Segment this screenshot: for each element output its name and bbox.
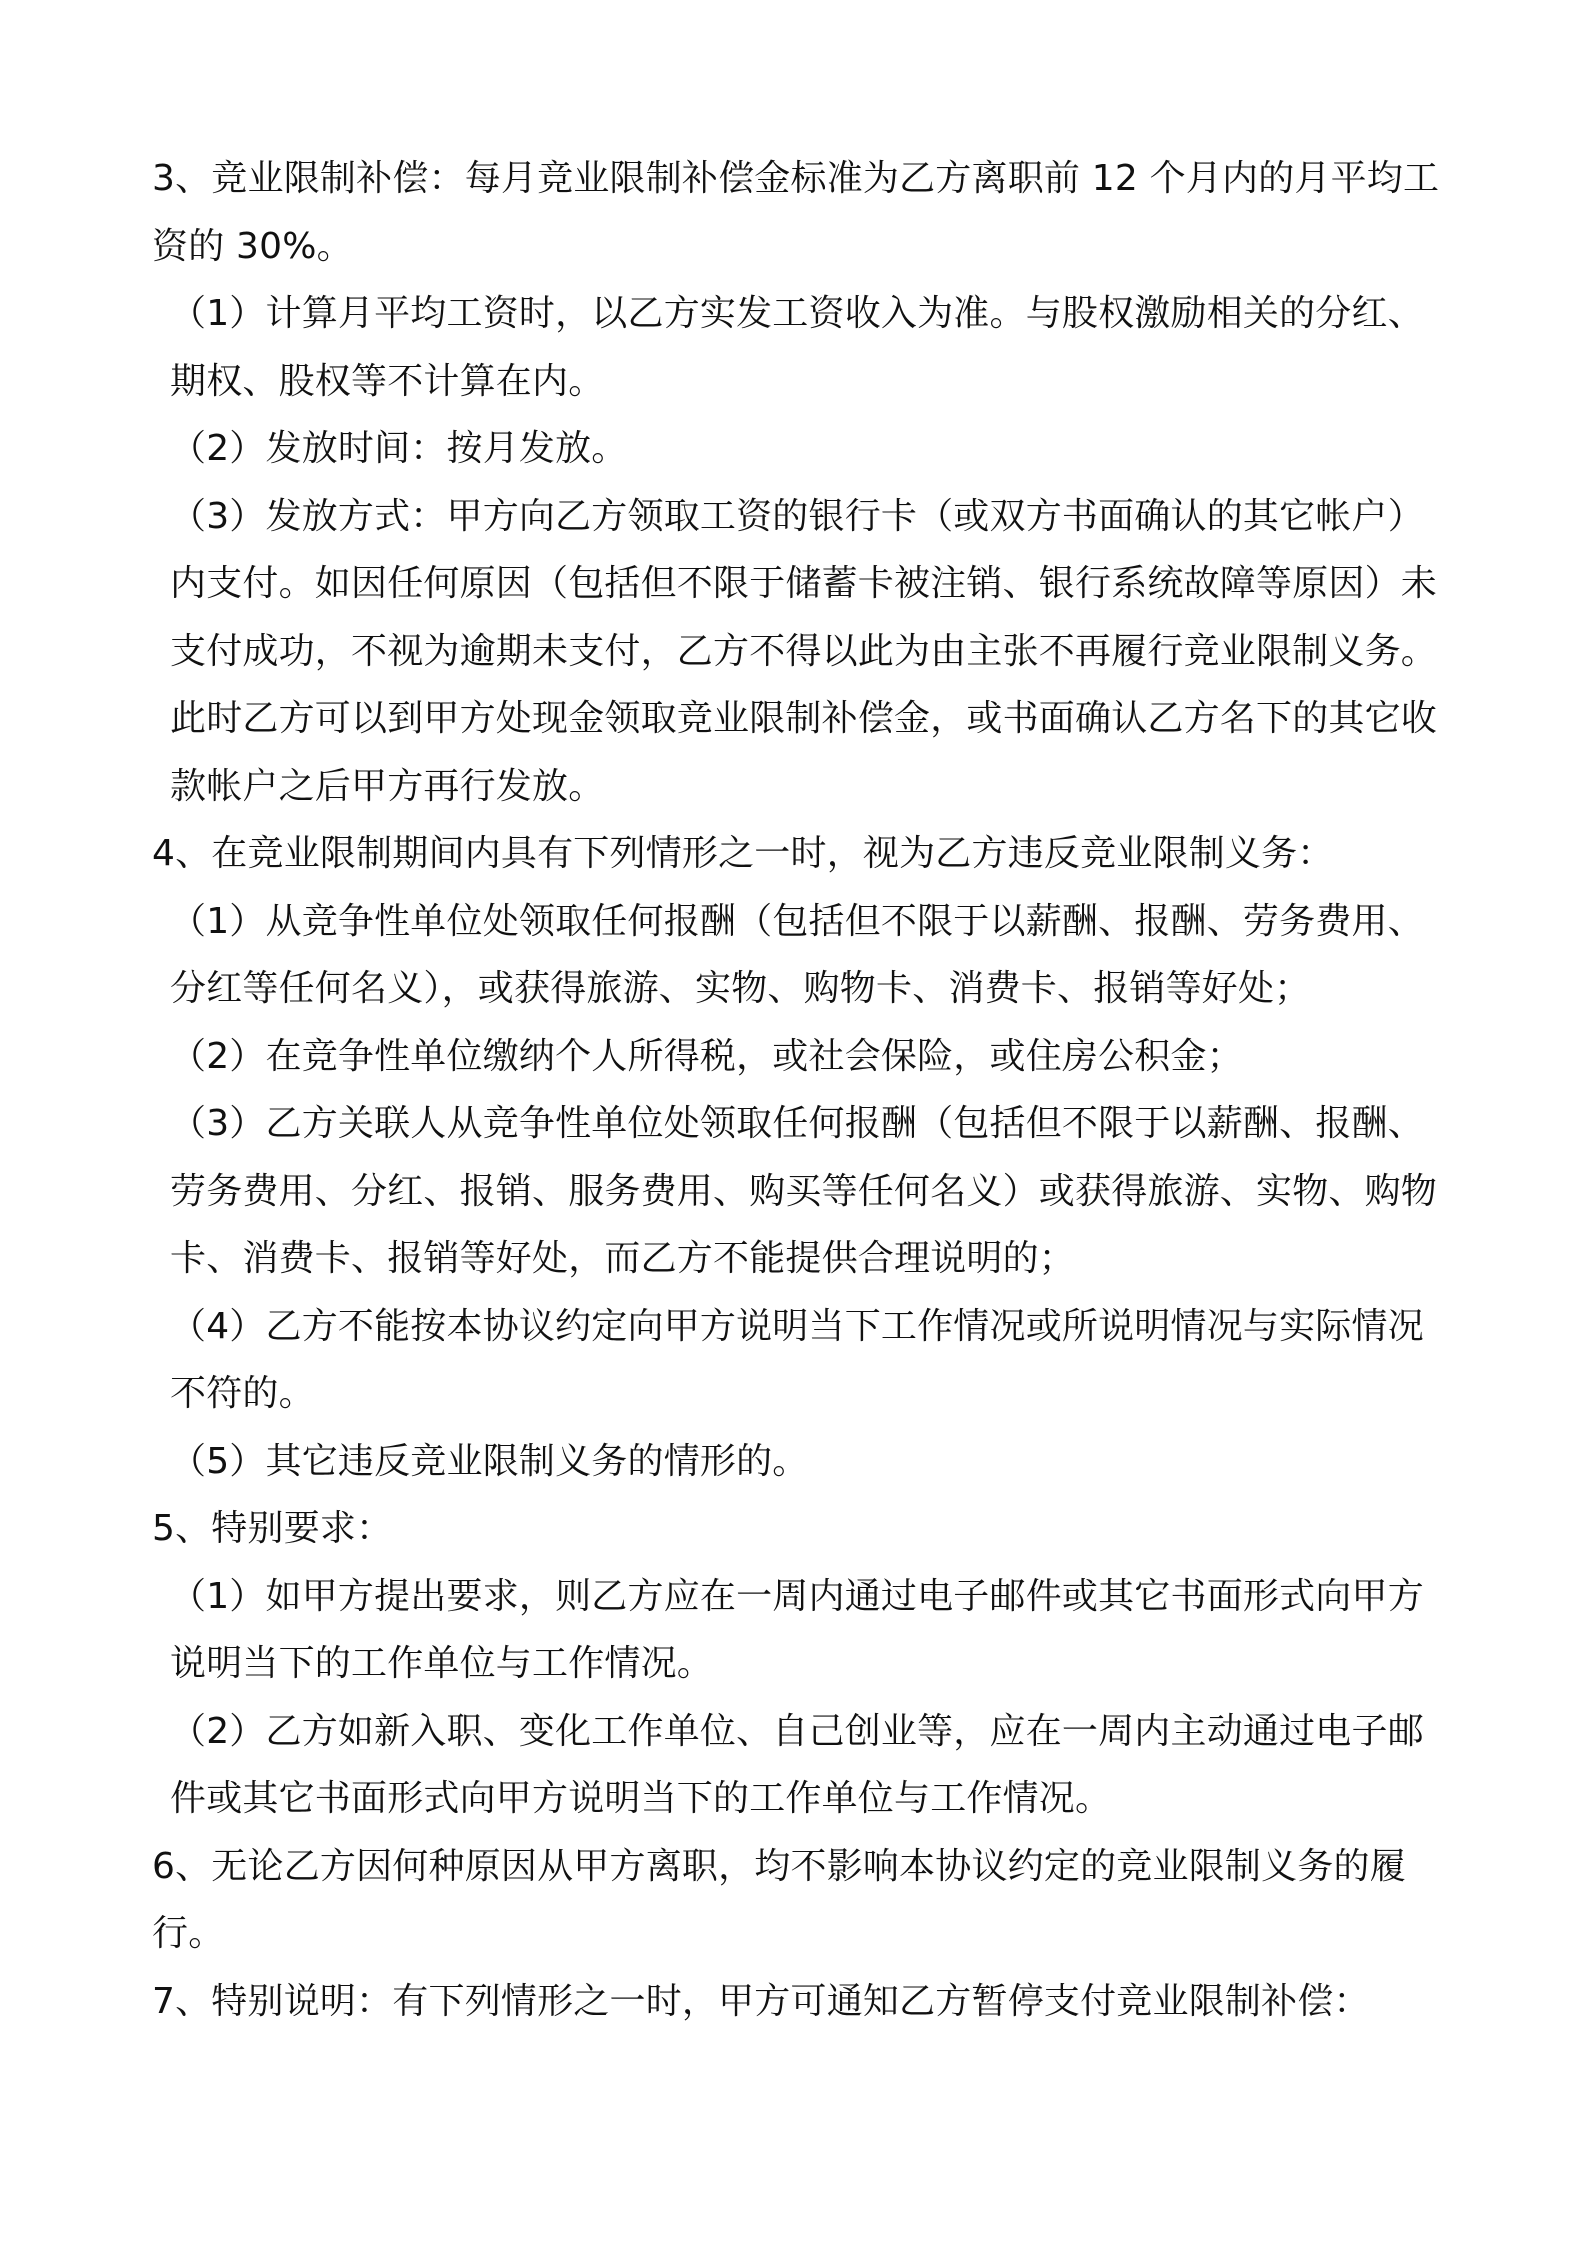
- clause-7-special-note: 7、特别说明：有下列情形之一时，甲方可通知乙方暂停支付竞业限制补偿：: [152, 1980, 1370, 2022]
- clause-3-item-2: （2）发放时间：按月发放。: [170, 428, 628, 469]
- clause-4-item-1: （1）从竞争性单位处领取任何报酬（包括但不限于以薪酬、报酬、劳务费用、分红等任何名义），或获得旅游、实物、购物卡、消费卡、报销等好处；: [170, 900, 1424, 1009]
- clause-4-item-5: （5）其它违反竞业限制义务的情形的。: [170, 1440, 809, 1482]
- clause-6-resignation: 6、无论乙方因何种原因从甲方离职，均不影响本协议约定的竞业限制义务的履行。: [152, 1845, 1406, 1954]
- clause-4-violations: 4、在竞业限制期间内具有下列情形之一时，视为乙方违反竞业限制义务：: [152, 833, 1334, 874]
- clause-4-item-4: （4）乙方不能按本协议约定向甲方说明当下工作情况或所说明情况与实际情况不符的。: [170, 1305, 1424, 1414]
- clause-4-item-3: （3）乙方关联人从竞争性单位处领取任何报酬（包括但不限于以薪酬、报酬、劳务费用、分红、报销、服务费用、购买等任何名义）或获得旅游、实物、购物卡、消费卡、报销等好处，而乙方不能提供合理说明的；: [170, 1103, 1438, 1279]
- clause-4-item-2: （2）在竞争性单位缴纳个人所得税，或社会保险，或住房公积金；: [170, 1035, 1243, 1077]
- document-body: [152, 145, 1442, 2035]
- clause-3-item-3: （3）发放方式：甲方向乙方领取工资的银行卡（或双方书面确认的其它帐户）内支付。如因任何原因（包括但不限于储蓄卡被注销、银行系统故障等原因）未支付成功，不视为逾期未支付，乙方不得以此为由主张不再履行竞业限制义务。此时乙方可以到甲方处现金领取竞业限制补偿金，或书面确认乙方名下的其它收款帐户之后甲方再行发放。: [170, 495, 1438, 807]
- clause-3-item-1: （1）计算月平均工资时，以乙方实发工资收入为准。与股权激励相关的分红、期权、股权等不计算在内。: [170, 293, 1424, 402]
- clause-5-item-2: （2）乙方如新入职、变化工作单位、自己创业等，应在一周内主动通过电子邮件或其它书面形式向甲方说明当下的工作单位与工作情况。: [170, 1710, 1424, 1819]
- clause-5-special-requirements: 5、特别要求：: [152, 1508, 393, 1549]
- clause-5-item-1: （1）如甲方提出要求，则乙方应在一周内通过电子邮件或其它书面形式向甲方说明当下的工作单位与工作情况。: [170, 1575, 1424, 1684]
- clause-3-compensation: 3、竞业限制补偿：每月竞业限制补偿金标准为乙方离职前 12 个月内的月平均工资的 30%。: [152, 158, 1440, 267]
